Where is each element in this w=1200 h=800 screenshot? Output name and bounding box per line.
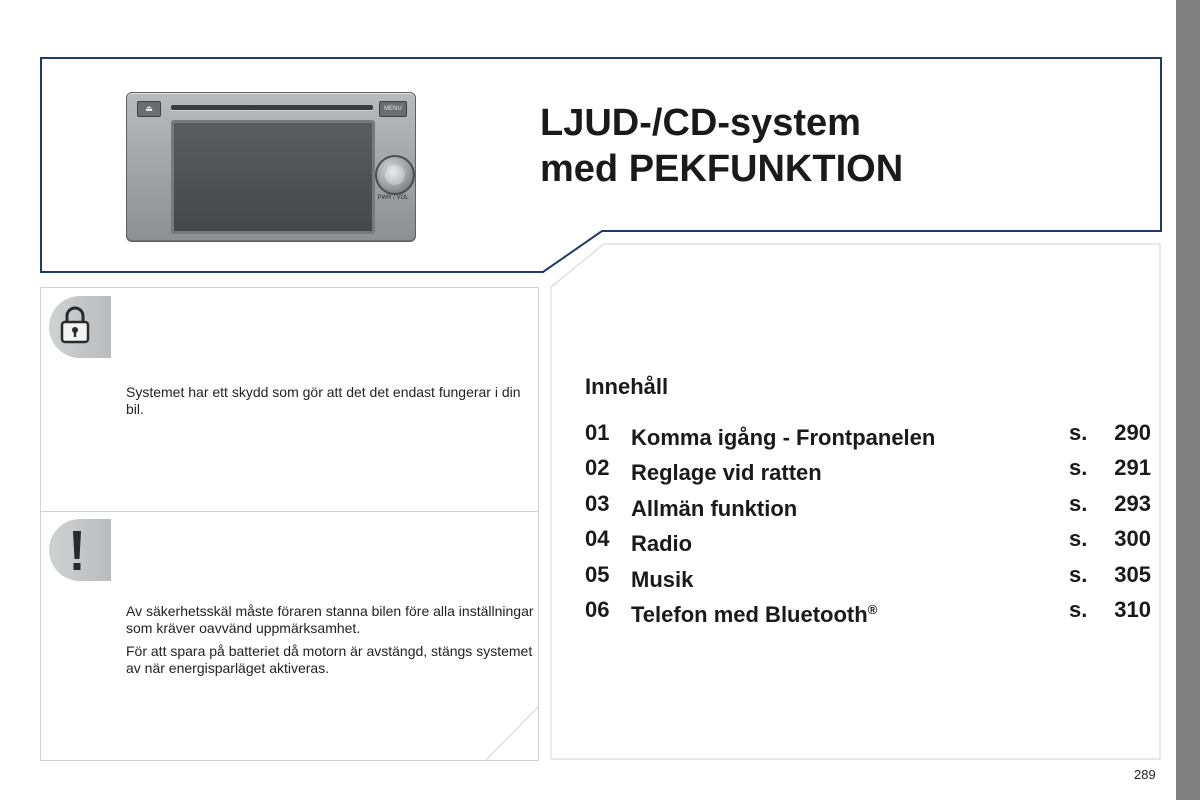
toc-page-prefix: s.: [1069, 561, 1088, 587]
eject-button: ⏏: [137, 101, 161, 117]
toc-item-03[interactable]: [585, 488, 1153, 523]
contents-heading: Innehåll: [585, 374, 669, 399]
registered-mark: ®: [867, 601, 878, 617]
warning-paragraph-1: Av säkerhetsskäl måste föraren stanna bilen före alla inställningar som kräver oavvänd uppmärksamhet.: [126, 603, 534, 636]
toc-item-04[interactable]: [585, 523, 1153, 558]
title-line-2: med PEKFUNKTION: [540, 148, 904, 190]
toc-page: 310: [1114, 596, 1151, 622]
toc-label: Telefon med Bluetooth®: [631, 601, 878, 627]
toc-item-01[interactable]: [585, 417, 1153, 452]
page-number: 289: [1134, 767, 1156, 782]
toc-number: 02: [585, 455, 610, 481]
toc-label: Musik: [631, 566, 694, 592]
toc-number: 06: [585, 596, 610, 622]
table-of-contents: [585, 417, 1153, 629]
toc-page-prefix: s.: [1069, 420, 1088, 445]
toc-number: 01: [585, 420, 610, 445]
warning-paragraph-2: För att spara på batteriet då motorn är avstängd, stängs systemet av när energisparläget aktiveras.: [126, 643, 533, 676]
toc-item-05[interactable]: [585, 559, 1153, 594]
security-note-text: Systemet har ett skydd som gör att det det endast fungerar i din bil.: [126, 384, 521, 417]
menu-button: MENU: [379, 101, 407, 117]
toc-page: 300: [1114, 526, 1151, 552]
toc-page: 291: [1114, 455, 1151, 481]
toc-label: Allmän funktion: [631, 495, 798, 521]
title-line-1: LJUD-/CD-system: [540, 102, 861, 144]
toc-page: 290: [1114, 420, 1151, 445]
toc-label: Komma igång - Frontpanelen: [631, 425, 936, 450]
toc-label: Radio: [631, 531, 693, 557]
toc-page: 293: [1114, 490, 1151, 516]
toc-item-06[interactable]: [585, 594, 1153, 629]
toc-number: 03: [585, 490, 610, 516]
toc-page-prefix: s.: [1069, 526, 1088, 552]
knob-label: PWR / VOL: [377, 195, 409, 201]
toc-number: 05: [585, 561, 610, 587]
toc-number: 04: [585, 526, 610, 552]
toc-page-prefix: s.: [1069, 455, 1088, 481]
toc-item-02[interactable]: [585, 452, 1153, 487]
toc-page: 305: [1114, 561, 1151, 587]
toc-page-prefix: s.: [1069, 596, 1088, 622]
toc-page-prefix: s.: [1069, 490, 1088, 516]
toc-label: Reglage vid ratten: [631, 460, 822, 486]
